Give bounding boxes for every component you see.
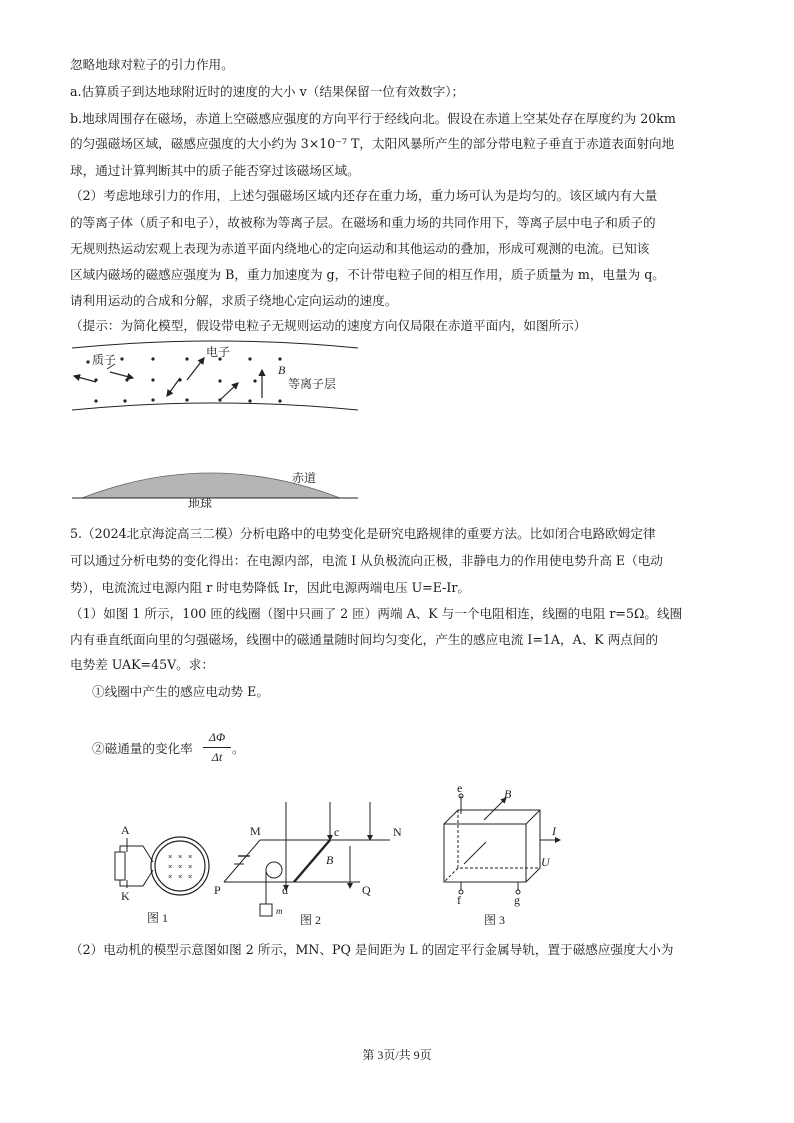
figure-3-hall-block: [430, 780, 570, 928]
svg-text:×: ×: [178, 862, 183, 871]
text-line: 的等离子体（质子和电子），故被称为等离子层。在磁场和重力场的共同作用下，等离子层中电子和质子的: [70, 215, 656, 230]
text-line: b.地球周围存在磁场，赤道上空磁感应强度的方向平行于经线向北。假设在赤道上空某处存在厚度约为 20km: [70, 111, 676, 126]
text-line: （2）考虑地球引力的作用，上述匀强磁场区域内还存在重力场，重力场可认为是均匀的。该区域内有大量: [70, 188, 658, 203]
electron-label: 电子: [206, 345, 231, 359]
hanging-mass: [260, 904, 272, 916]
fig2-caption: 图 2: [300, 913, 322, 927]
text-line: 请利用运动的合成和分解，求质子绕地心定向运动的速度。: [70, 293, 398, 308]
fig1-label-k: K: [121, 889, 130, 903]
fig3-label-b: B: [504, 787, 512, 801]
svg-text:×: ×: [178, 872, 183, 881]
figure-2-motor: [210, 800, 410, 928]
fig1-caption: 图 1: [147, 911, 169, 925]
proton-label: 质子: [92, 353, 117, 367]
fig3-label-u: U: [541, 855, 550, 869]
text-line: 可以通过分析电势的变化得出：在电源内部，电流 I 从负极流向正极，非静电力的作用使电势升高 E（电动: [70, 553, 663, 568]
fig2-label-p: P: [214, 883, 221, 897]
text-line: a.估算质子到达地球附近时的速度的大小 v（结果保留一位有效数字）；: [70, 84, 465, 99]
text-line: 电势差 UAK=45V。求：: [70, 657, 214, 672]
svg-text:×: ×: [188, 852, 193, 861]
fig3-label-e: e: [457, 781, 463, 795]
fig2-label-c: c: [334, 825, 340, 839]
fig3-label-f: f: [457, 893, 461, 907]
fraction-denominator: Δt: [211, 750, 223, 764]
text-line: （提示：为简化模型，假设带电粒子无规则运动的速度方向仅局限在赤道平面内，如图所示）: [70, 318, 587, 333]
text-line: （2）电动机的模型示意图如图 2 所示，MN、PQ 是间距为 L 的固定平行金属导轨，置于磁感应强度大小为: [70, 942, 674, 957]
question-1: ①线圈中产生的感应电动势 E。: [92, 684, 269, 699]
text-line: （1）如图 1 所示，100 匝的线圈（图中只画了 2 匝）两端 A、K 与一个电阻相连，线圈的电阻 r=5Ω。线圈: [70, 606, 683, 621]
fig2-label-m: M: [250, 824, 261, 838]
fig1-label-a: A: [121, 823, 130, 837]
page-footer: 第 3页/共 9页: [362, 1048, 432, 1062]
text-line: 忽略地球对粒子的引力作用。: [70, 57, 234, 72]
equator-label: 赤道: [292, 471, 317, 485]
fig3-label-g: g: [514, 893, 520, 907]
svg-text:×: ×: [188, 872, 193, 881]
plasma-layer-figure: [70, 338, 360, 508]
svg-text:×: ×: [188, 862, 193, 871]
fig2-label-mass: m: [276, 906, 283, 916]
text-line: 5.（2024北京海淀高三二模）分析电路中的电势变化是研究电路规律的重要方法。比如闭合电路欧姆定律: [70, 526, 656, 541]
fig2-label-q: Q: [362, 883, 371, 897]
figure-1-coil: [105, 822, 215, 928]
flux-rate-fraction: [203, 730, 231, 765]
text-line: 内有垂直纸面向里的匀强磁场，线圈中的磁通量随时间均匀变化，产生的感应电流 I=1A，A、K 两点间的: [70, 632, 659, 647]
layer-label: 等离子层: [288, 377, 337, 391]
text-line: 的匀强磁场区域，磁感应强度的大小约为 3×10⁻⁷ T，太阳风暴所产生的部分带电粒子垂直于赤道表面射向地: [70, 136, 675, 151]
question-2: ②磁通量的变化率: [92, 741, 193, 756]
earth-label: 地球: [188, 497, 213, 508]
fig2-label-b: B: [326, 853, 334, 867]
svg-text:×: ×: [178, 852, 183, 861]
fraction-numerator: ΔΦ: [208, 730, 226, 744]
field-label: B: [278, 363, 286, 377]
question-2-end: 。: [232, 741, 245, 756]
resistor: [115, 852, 125, 880]
fig2-label-n: N: [393, 825, 402, 839]
svg-text:×: ×: [168, 852, 173, 861]
fig3-caption: 图 3: [484, 913, 506, 927]
svg-text:×: ×: [168, 872, 173, 881]
text-line: 无规则热运动宏观上表现为赤道平面内绕地心的定向运动和其他运动的叠加，形成可观测的电流。已知该: [70, 241, 650, 256]
text-line: 球，通过计算判断其中的质子能否穿过该磁场区域。: [70, 163, 360, 178]
text-line: 势），电流流过电源内阻 r 时电势降低 Ir，因此电源两端电压 U=E-Ir。: [70, 580, 471, 595]
fig2-label-d: d: [282, 883, 288, 897]
fig3-label-i: I: [552, 824, 556, 838]
text-line: 区域内磁场的磁感应强度为 B，重力加速度为 g，不计带电粒子间的相互作用，质子质量为 m，电量为 q。: [70, 267, 665, 282]
svg-text:×: ×: [168, 862, 173, 871]
